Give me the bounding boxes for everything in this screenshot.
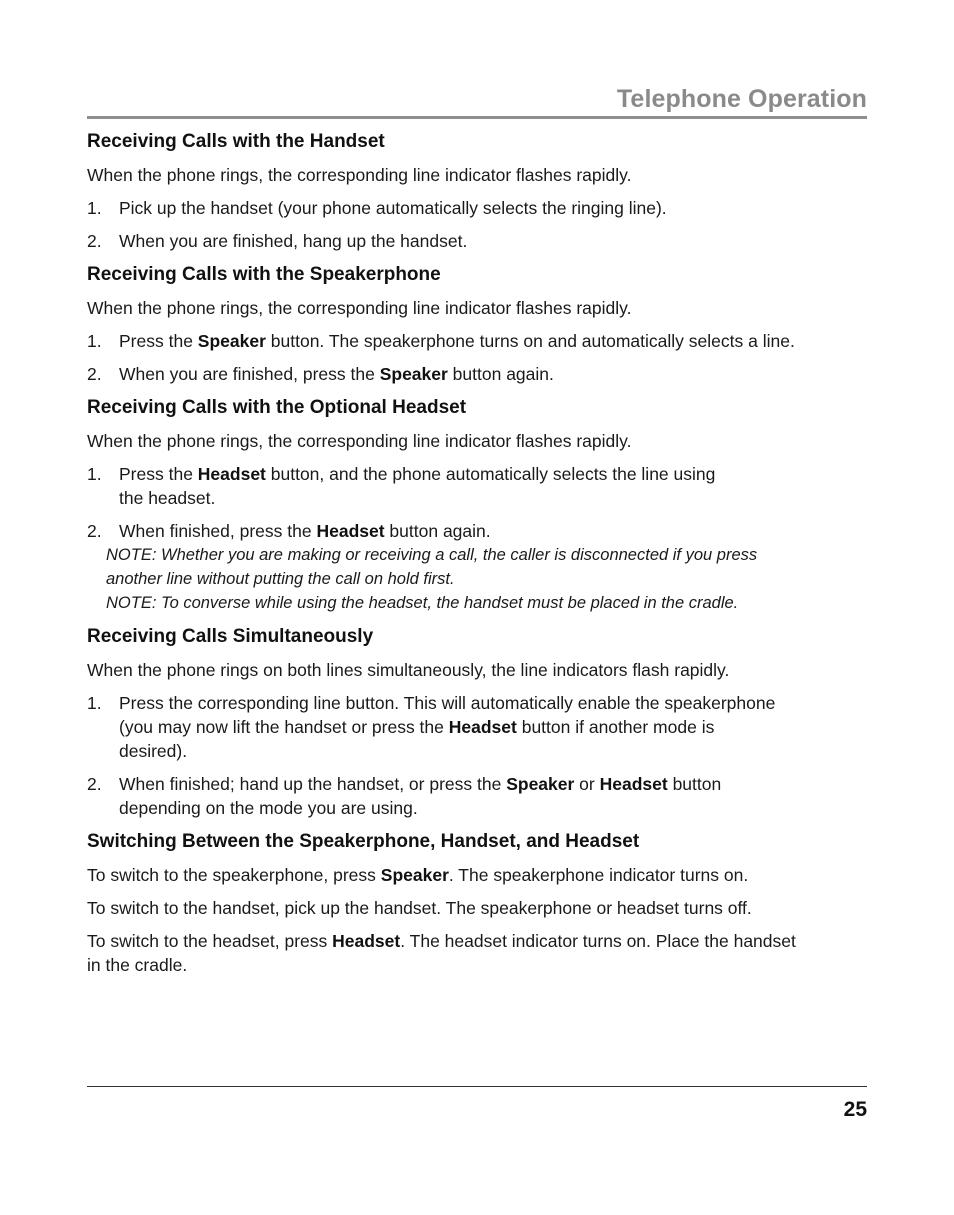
para-text: To switch to the handset, pick up the handset. The speakerphone or headset turns off. [87, 898, 752, 918]
list-item [87, 519, 867, 543]
list-item [87, 196, 867, 220]
note-line: NOTE: To converse while using the headset, the handset must be placed in the cradle. [106, 594, 739, 612]
button-name-speaker: Speaker [197, 331, 266, 351]
list-number: 1. [87, 331, 102, 351]
section-intro: When the phone rings, the corresponding line indicator flashes rapidly. [87, 165, 632, 185]
page-content [87, 130, 867, 977]
list-number: 1. [87, 198, 102, 218]
button-name-speaker: Speaker [379, 364, 448, 384]
section-heading: Receiving Calls with the Optional Headset [87, 397, 467, 418]
button-name-headset: Headset [197, 464, 266, 484]
list-number: 1. [87, 693, 102, 713]
page-header-title: Telephone Operation [616, 85, 867, 113]
paragraph [87, 863, 867, 887]
list-item [87, 691, 867, 763]
list-item [87, 772, 867, 820]
list-item [87, 329, 867, 353]
step-text: desired). [119, 741, 188, 761]
section-intro: When the phone rings on both lines simultaneously, the line indicators flash rapidly. [87, 660, 730, 680]
step-text: button. The speakerphone turns on and automatically selects a line. [265, 331, 795, 351]
section-speakerphone [87, 263, 867, 386]
step-text: When finished; hand up the handset, or press the [119, 774, 507, 794]
paragraph [87, 929, 867, 977]
list-item [87, 229, 867, 253]
button-name-speaker: Speaker [380, 865, 449, 885]
step-text: Press the corresponding line button. This will automatically enable the speakerphone [119, 693, 776, 713]
step-text: When you are finished, hang up the handset. [119, 231, 468, 251]
step-text: button, and the phone automatically selects the line using [265, 464, 716, 484]
para-text: To switch to the headset, press [87, 931, 333, 951]
page-number: 25 [843, 1098, 867, 1121]
button-name-headset: Headset [599, 774, 668, 794]
step-text: the headset. [119, 488, 216, 508]
section-heading: Receiving Calls Simultaneously [87, 626, 374, 647]
step-text: button again. [447, 364, 554, 384]
list-number: 2. [87, 521, 102, 541]
step-text: or [574, 774, 600, 794]
manual-page [87, 0, 867, 1215]
section-intro: When the phone rings, the corresponding line indicator flashes rapidly. [87, 298, 632, 318]
section-intro: When the phone rings, the corresponding line indicator flashes rapidly. [87, 431, 632, 451]
section-heading: Switching Between the Speakerphone, Handset, and Headset [87, 831, 640, 852]
step-text: When you are finished, press the [119, 364, 380, 384]
button-name-headset: Headset [448, 717, 517, 737]
section-heading: Receiving Calls with the Speakerphone [87, 264, 441, 285]
footer-rule [87, 1086, 867, 1087]
step-text: (you may now lift the handset or press the [119, 717, 449, 737]
note-line: another line without putting the call on hold first. [106, 570, 455, 588]
list-item [87, 362, 867, 386]
list-number: 2. [87, 774, 102, 794]
section-simultaneous [87, 625, 867, 820]
step-text: depending on the mode you are using. [119, 798, 418, 818]
para-text: . The headset indicator turns on. Place the handset [400, 931, 796, 951]
button-name-headset: Headset [332, 931, 401, 951]
para-text: . The speakerphone indicator turns on. [448, 865, 749, 885]
note-line: NOTE: Whether you are making or receiving a call, the caller is disconnected if you press [106, 546, 758, 564]
section-heading: Receiving Calls with the Handset [87, 131, 385, 152]
list-item [87, 462, 867, 510]
step-text: button again. [384, 521, 491, 541]
section-optional-headset [87, 396, 867, 615]
list-number: 2. [87, 231, 102, 251]
button-name-headset: Headset [316, 521, 385, 541]
section-handset [87, 130, 867, 253]
step-text: When finished, press the [119, 521, 317, 541]
paragraph [87, 896, 867, 920]
step-text: Press the [119, 331, 198, 351]
para-text: To switch to the speakerphone, press [87, 865, 381, 885]
para-text: in the cradle. [87, 955, 188, 975]
header-rule [87, 116, 867, 119]
note-text [87, 543, 867, 615]
list-number: 2. [87, 364, 102, 384]
step-text: Pick up the handset (your phone automatically selects the ringing line). [119, 198, 667, 218]
button-name-speaker: Speaker [506, 774, 575, 794]
step-text: Press the [119, 464, 198, 484]
section-switching [87, 830, 867, 977]
list-number: 1. [87, 464, 102, 484]
step-text: button if another mode is [516, 717, 715, 737]
step-text: button [667, 774, 722, 794]
